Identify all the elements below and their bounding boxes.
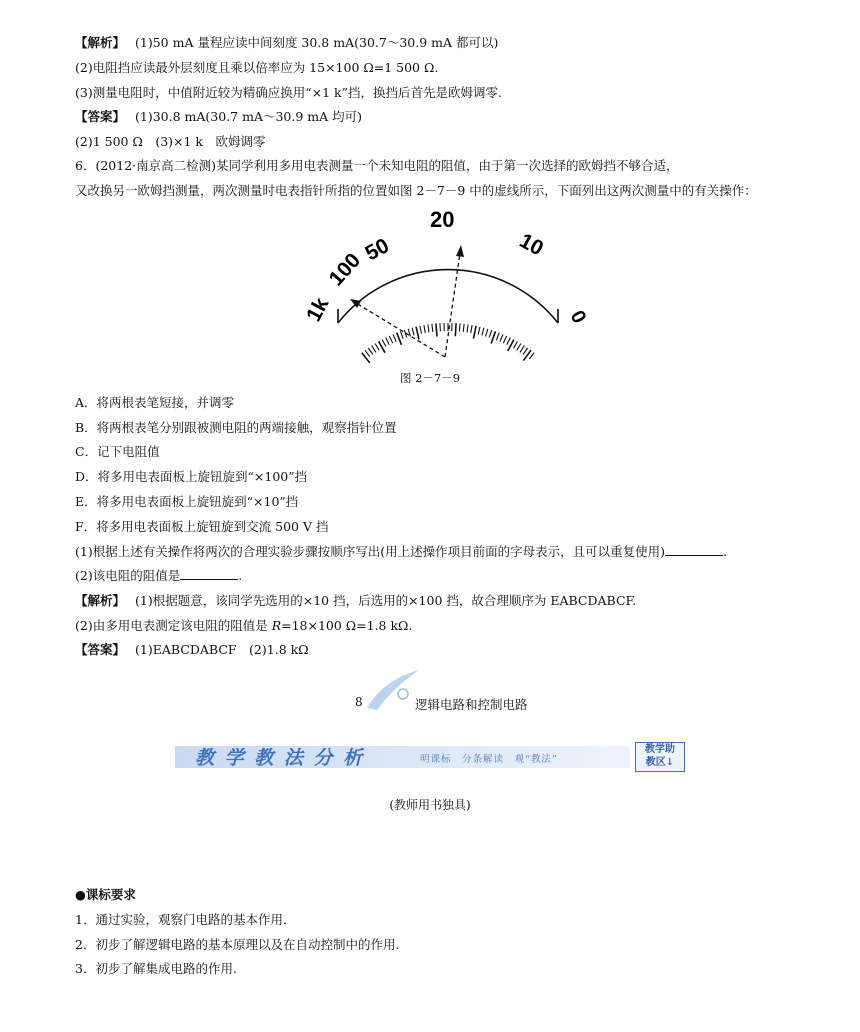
standards-heading: ●课标要求 (75, 887, 136, 902)
scale-tick (478, 327, 480, 335)
scale-label-100: 100 (324, 248, 366, 291)
answer-blank-1 (665, 543, 723, 556)
scale-tick (467, 325, 468, 333)
scale-tick (397, 333, 402, 345)
analysis-line: 【解析】 (1)根据题意，该同学先选用的×10 挡，后选用的×100 挡，故合理顺序为 EABCDABCF. (75, 593, 637, 608)
scale-tick (365, 350, 370, 357)
scale-ticks (362, 323, 534, 363)
scale-tick (486, 329, 488, 337)
answer-tag: 【答案】 (75, 109, 126, 124)
scale-tick (489, 330, 492, 338)
scale-tick (459, 324, 460, 332)
scale-tick (386, 338, 390, 345)
analysis-line-3: (3)测量电阻时，中值附近较为精确应换用“×1 k”挡，换挡后首先是欧姆调零. (75, 85, 502, 100)
scale-tick (372, 346, 376, 353)
scale-tick (389, 336, 392, 343)
question-6-line-2: 又改换另一欧姆挡测量，两次测量时电表指针所指的位置如图 2－7－9 中的虚线所示，下面列出这两次测量中的有关操作： (75, 183, 757, 198)
question-6-line-1: 6．(2012·南京高二检测)某同学利用多用电表测量一个未知电阻的阻值，由于第一次选择的欧姆挡不够合适， (75, 158, 679, 173)
answer-blank-2 (180, 567, 238, 580)
swoosh-icon (363, 668, 423, 712)
pointer-second (445, 253, 460, 357)
answer-line-2: (2)1 500 Ω (3)×1 k 欧姆调零 (75, 134, 266, 149)
scale-tick (455, 323, 456, 336)
analysis-tag: 【解析】 (75, 35, 126, 50)
scale-tick (463, 324, 464, 332)
scale-tick (491, 331, 495, 343)
option-e: E．将多用电表面板上旋钮旋到“×10”挡 (75, 494, 299, 509)
scale-tick (482, 328, 484, 336)
sub-question-2: (2)该电阻的阻值是 . (75, 568, 243, 583)
scale-tick (412, 328, 414, 336)
analysis-line-1: 【解析】 (1)50 mA 量程应读中间刻度 30.8 mA(30.7～30.9 mA 都可以) (75, 35, 499, 50)
section-title: 逻辑电路和控制电路 (415, 697, 528, 712)
answer-line-1: 【答案】 (1)30.8 mA(30.7 mA～30.9 mA 均可) (75, 109, 363, 124)
analysis-tag-2: 【解析】 (75, 593, 126, 608)
option-c: C．记下电阻值 (75, 444, 160, 459)
scale-tick (474, 326, 477, 339)
scale-tick (432, 324, 433, 332)
scale-tick (507, 338, 511, 345)
scale-tick (529, 353, 534, 359)
scale-tick (503, 336, 506, 343)
banner-badge: 教学助 教区↓ (635, 742, 685, 772)
answer-line: 【答案】 (1)EABCDABCF (2)1.8 kΩ (75, 642, 309, 657)
scale-tick (375, 344, 379, 351)
scale-tick (436, 324, 437, 337)
option-b: B．将两根表笔分别跟被测电阻的两端接触，观察指针位置 (75, 420, 397, 435)
scale-tick (500, 334, 503, 341)
ohmmeter-scale-figure (290, 205, 600, 370)
scale-tick (471, 325, 472, 333)
scale-tick (393, 334, 396, 341)
scale-label-0: 0 (565, 307, 591, 328)
scale-label-1k: 1k (302, 293, 334, 326)
teacher-note: (教师用书独具) (389, 798, 471, 812)
scale-label-20: 20 (430, 207, 455, 232)
sub-question-1: (1)根据上述有关操作将两次的合理实验步骤按顺序写出(用上述操作项目前面的字母表示，且可以重复使用) . (75, 544, 727, 559)
arrow-down-icon: ↓ (665, 757, 675, 768)
scale-tick (520, 346, 524, 353)
standards-item-3: 3．初步了解集成电路的作用. (75, 961, 237, 976)
analysis-line-b: (2)由多用电表测定该电阻的阻值是 R=18×100 Ω=1.8 kΩ. (75, 618, 413, 633)
scale-label-50: 50 (361, 234, 393, 266)
section-number: 8 (355, 695, 363, 709)
scale-tick (368, 348, 373, 355)
scale-tick (424, 325, 425, 333)
standards-item-2: 2．初步了解逻辑电路的基本原理以及在自动控制中的作用. (75, 937, 400, 952)
answer-tag-2: 【答案】 (75, 642, 126, 657)
scale-tick (517, 344, 521, 351)
scale-tick (428, 325, 429, 333)
scale-tick (416, 327, 419, 340)
figure-caption: 图 2－7－9 (399, 371, 461, 385)
scale-tick (382, 340, 386, 347)
teaching-banner (175, 742, 685, 772)
standards-item-1: 1．通过实验，观察门电路的基本作用. (75, 912, 287, 927)
scale-tick (440, 323, 441, 331)
scale-tick (420, 326, 422, 334)
banner-title: 教 学 教 法 分 析 (195, 747, 365, 769)
option-d: D．将多用电表面板上旋钮旋到“×100”挡 (75, 469, 308, 484)
scale-tick (496, 333, 499, 341)
section-heading (355, 668, 555, 714)
option-f: F．将多用电表面板上旋钮旋到交流 500 V 挡 (75, 519, 329, 534)
scale-tick (401, 331, 404, 339)
option-a: A．将两根表笔短接，并调零 (75, 395, 235, 410)
scale-tick (523, 348, 528, 355)
pointer-second-arrow (456, 245, 464, 257)
analysis-line-2: (2)电阻挡应读最外层刻度且乘以倍率应为 15×100 Ω=1 500 Ω. (75, 60, 439, 75)
scale-tick (514, 341, 518, 348)
banner-subtitle: 明课标 分条解读 观“教法” (420, 754, 558, 765)
scale-arc (338, 270, 558, 323)
scale-label-10: 10 (515, 229, 548, 261)
